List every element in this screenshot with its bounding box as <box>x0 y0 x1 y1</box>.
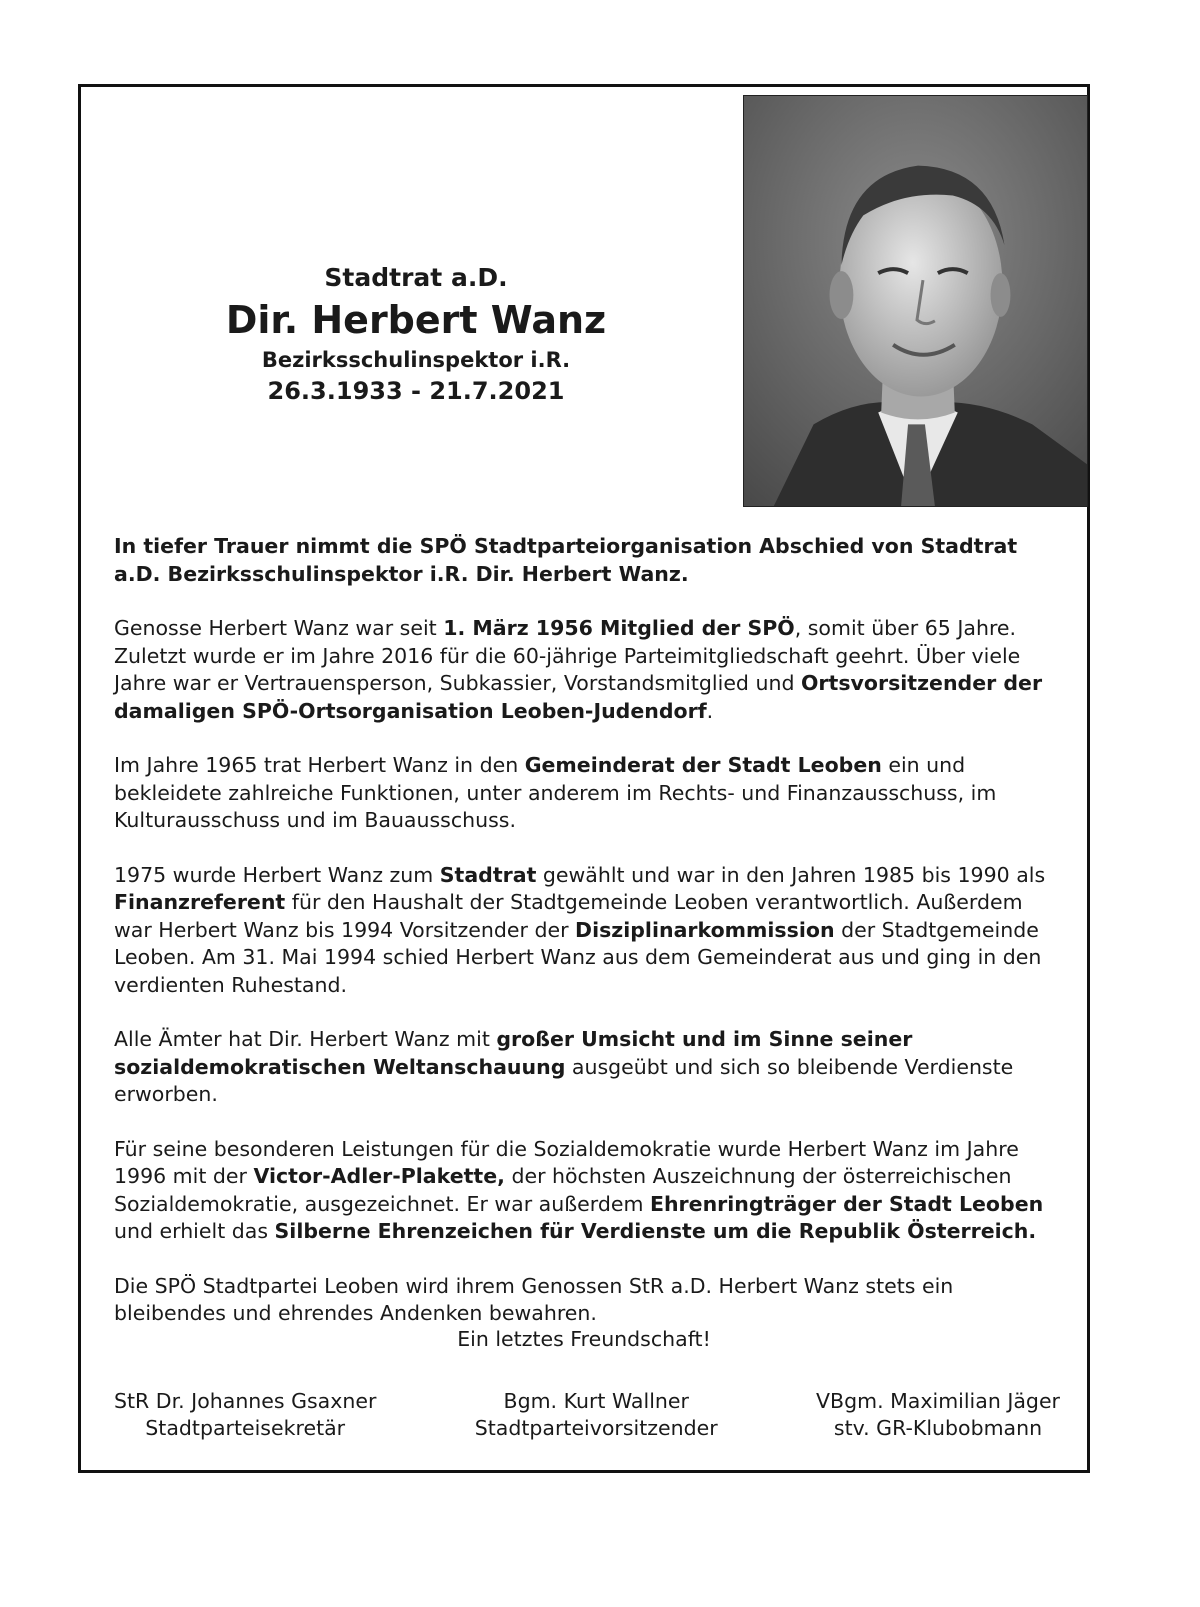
signature-title: Stadtparteisekretär <box>145 1416 346 1440</box>
paragraph-text: ein und bekleidete zahlreiche Funktionen, unter anderem im Rechts- und Finanzausschuss, im Kulturausschuss und im Bauausschuss. <box>114 753 997 832</box>
paragraph <box>114 615 1064 725</box>
emphasized-text: Ortsvorsitzender der damaligen SPÖ-Ortsorganisation Leoben-Judendorf <box>114 671 1043 723</box>
signature-title: Stadtparteivorsitzender <box>474 1416 718 1440</box>
signature-block <box>475 1388 718 1442</box>
emphasized-text: Victor-Adler-Plakette, <box>253 1164 505 1188</box>
obituary-text <box>114 533 1064 1355</box>
emphasized-text: Finanzreferent <box>114 890 286 914</box>
signature-name: StR Dr. Johannes Gsaxner <box>114 1389 377 1413</box>
closing-line: Ein letztes Freundschaft! <box>457 1327 711 1351</box>
paragraph-text: , somit über 65 Jahre. Zuletzt wurde er im Jahre 2016 für die 60-jährige Parteimitgliedschaft geehrt. Über viele Jahre war er Vertrauensperson, Subkassier, Vorstandsmitglied und <box>114 616 1021 695</box>
signature-name: Bgm. Kurt Wallner <box>503 1389 689 1413</box>
emphasized-text: Ehrenringträger der Stadt Leoben <box>649 1191 1044 1216</box>
deceased-name: Dir. Herbert Wanz <box>225 298 607 342</box>
signature-block <box>816 1388 1060 1442</box>
header <box>81 87 1087 517</box>
paragraph-text: Alle Ämter hat Dir. Herbert Wanz mit <box>114 1027 497 1051</box>
paragraph-text: gewählt und war in den Jahren 1985 bis 1990 als <box>536 862 1046 887</box>
emphasized-text: In tiefer Trauer nimmt die SPÖ Stadtparteiorganisation Abschied von Stadtrat a.D. Bezirksschulinspektor i.R. Dir. Herbert Wanz. <box>114 534 1018 586</box>
paragraph-text: für den Haushalt der Stadtgemeinde Leoben verantwortlich. Außerdem war Herbert Wanz bis 1994 Vorsitzender der <box>114 890 1023 942</box>
paragraph-text: der höchsten Auszeichnung der österreichischen Sozialdemokratie, ausgezeichnet. Er war außerdem <box>114 1164 1012 1216</box>
emphasized-text: Disziplinarkommission <box>575 917 835 942</box>
emphasized-text: 1. März 1956 Mitglied der SPÖ <box>443 616 795 640</box>
paragraph <box>114 1273 1064 1328</box>
portrait-photo <box>743 95 1088 507</box>
paragraph <box>114 1136 1064 1246</box>
deceased-role: Bezirksschulinspektor i.R. <box>261 348 571 372</box>
signature-title: stv. GR-Klubobmann <box>833 1416 1043 1440</box>
title-block <box>121 261 711 407</box>
paragraph <box>114 862 1064 1000</box>
paragraph-text: 1975 wurde Herbert Wanz zum <box>114 862 440 887</box>
signatures <box>114 1388 1060 1442</box>
paragraph-text: ausgeübt und sich so bleibende Verdienste erworben. <box>114 1054 1014 1106</box>
paragraph-text: Für seine besonderen Leistungen für die Sozialdemokratie wurde Herbert Wanz im Jahre 1996 mit der <box>114 1136 1019 1188</box>
paragraph-text: . <box>706 698 714 723</box>
emphasized-text: Stadtrat <box>439 862 537 887</box>
emphasized-text: Silberne Ehrenzeichen für Verdienste um die Republik Österreich. <box>274 1219 1037 1243</box>
emphasized-text: großer Umsicht und im Sinne seiner sozialdemokratischen Weltanschauung <box>114 1027 913 1079</box>
signature-name: VBgm. Maximilian Jäger <box>816 1389 1060 1413</box>
paragraph-text: Im Jahre 1965 trat Herbert Wanz in den <box>114 753 525 777</box>
obituary-frame <box>78 84 1090 1473</box>
paragraph <box>114 1026 1064 1109</box>
signature-block <box>114 1388 376 1442</box>
paragraph-text: und erhielt das <box>114 1219 275 1243</box>
paragraph-text: Die SPÖ Stadtpartei Leoben wird ihrem Genossen StR a.D. Herbert Wanz stets ein bleibendes und ehrendes Andenken bewahren. <box>114 1273 954 1325</box>
life-dates: 26.3.1933 - 21.7.2021 <box>267 377 565 405</box>
paragraph-text: Genosse Herbert Wanz war seit <box>114 616 444 640</box>
paragraph <box>114 752 1064 835</box>
paragraph-text: der Stadtgemeinde Leoben. Am 31. Mai 1994 schied Herbert Wanz aus dem Gemeinderat aus und ging in den verdienten Ruhestand. <box>114 917 1042 997</box>
paragraph <box>114 533 1064 588</box>
title-line: Stadtrat a.D. <box>324 263 508 292</box>
emphasized-text: Gemeinderat der Stadt Leoben <box>524 753 882 777</box>
